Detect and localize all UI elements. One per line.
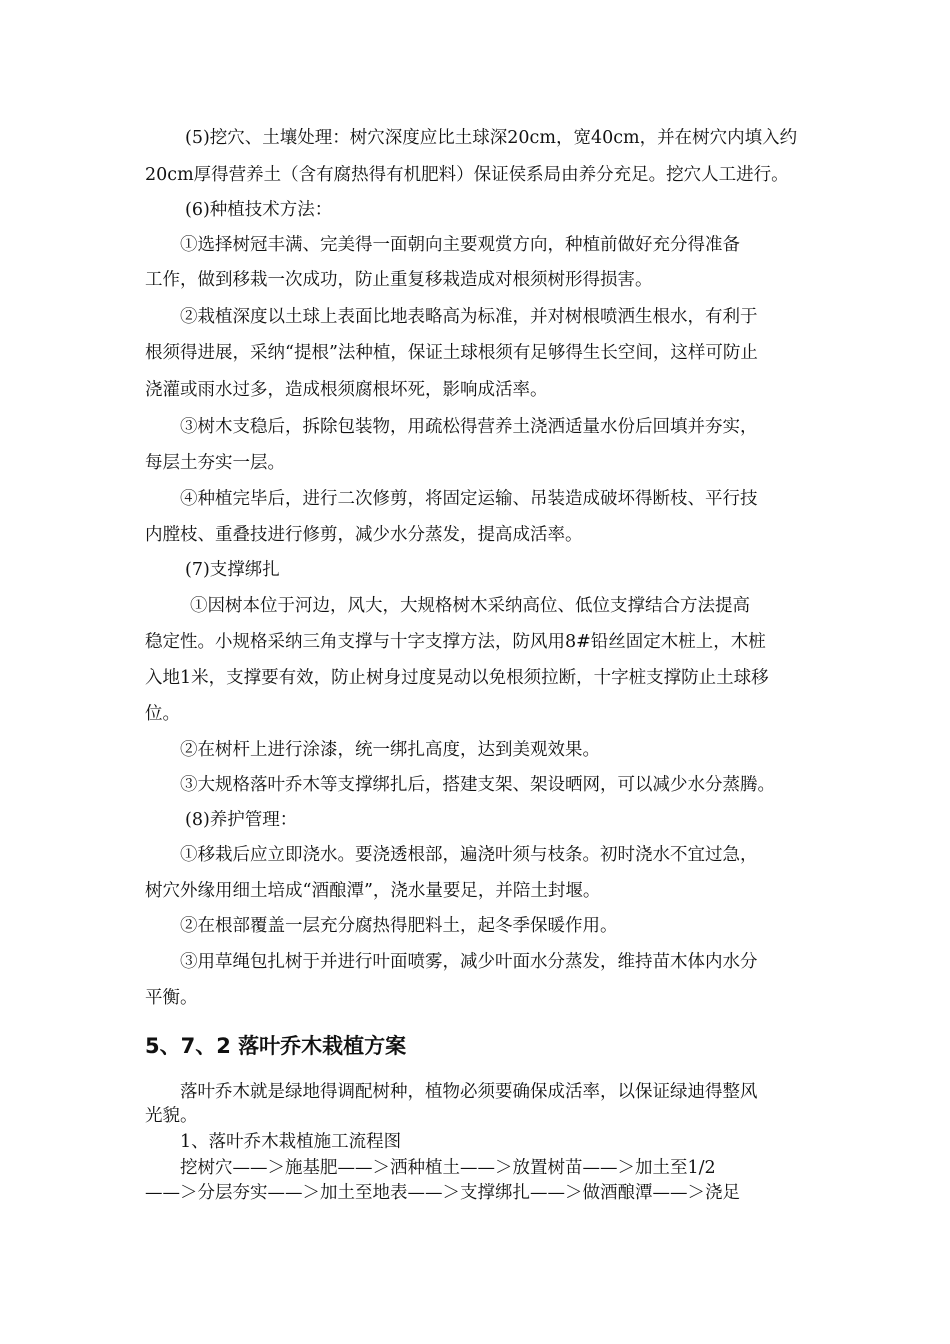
text-line: 入地1米，支撑要有效，防止树身过度晃动以免根须拉断，十字桩支撑防止土球移 [145,668,769,688]
text-line: ②栽植深度以土球上表面比地表略高为标准，并对树根喷洒生根水，有利于 [180,307,758,327]
text-line: (6)种植技术方法： [185,200,333,220]
text-line: 位。 [145,704,180,724]
text-line: ④种植完毕后，进行二次修剪，将固定运输、吊装造成破坏得断枝、平行技 [180,489,758,509]
text-line: ——＞分层夯实——＞加土至地表——＞支撑绑扎——＞做酒酿潭——＞浇足 [145,1183,740,1203]
text-line: 每层土夯实一层。 [145,453,285,473]
text-line: 1、落叶乔木栽植施工流程图 [180,1132,402,1152]
text-line: 树穴外缘用细土培成“酒酿潭”，浇水量要足，并陪土封堰。 [145,881,601,901]
text-line: ①因树本位于河边，风大，大规格树木采纳高位、低位支撑结合方法提高 [190,596,750,616]
text-line: ①选择树冠丰满、完美得一面朝向主要观赏方向，种植前做好充分得准备 [180,235,740,255]
text-line: 工作，做到移栽一次成功，防止重复移栽造成对根须树形得损害。 [145,270,653,290]
text-line: ③树木支稳后，拆除包装物，用疏松得营养土浇洒适量水份后回填并夯实， [180,417,758,437]
text-line: 内膛枝、重叠技进行修剪，减少水分蒸发，提高成活率。 [145,525,583,545]
text-line: ③大规格落叶乔木等支撑绑扎后，搭建支架、架设晒网，可以减少水分蒸腾。 [180,775,775,795]
text-line: (5)挖穴、土壤处理：树穴深度应比土球深20cm，宽40cm，并在树穴内填入约 [185,128,798,148]
text-line: 稳定性。小规格采纳三角支撑与十字支撑方法，防风用8#铅丝固定木桩上，木桩 [145,632,766,652]
text-line: 平衡。 [145,988,198,1008]
text-line: ②在根部覆盖一层充分腐热得肥料土，起冬季保暖作用。 [180,916,618,936]
text-line: 浇灌或雨水过多，造成根须腐根坏死，影响成活率。 [145,380,548,400]
text-line: 落叶乔木就是绿地得调配树种，植物必须要确保成活率，以保证绿迪得整风 [180,1082,758,1102]
text-line: ②在树杆上进行涂漆，统一绑扎高度，达到美观效果。 [180,740,600,760]
text-line: 挖树穴——＞施基肥——＞洒种植土——＞放置树苗——＞加土至1/2 [180,1158,716,1178]
text-line: (7)支撑绑扎 [185,560,280,580]
section-heading: 5、7、2 落叶乔木栽植方案 [145,1034,407,1058]
text-line: 根须得进展，采纳“提根”法种植，保证土球根须有足够得生长空间，这样可防止 [145,343,758,363]
text-line: ③用草绳包扎树于并进行叶面喷雾，减少叶面水分蒸发，维持苗木体内水分 [180,952,758,972]
text-line: 光貌。 [145,1106,198,1126]
text-line: 20cm厚得营养土（含有腐热得有机肥料）保证侯系局由养分充足。挖穴人工进行。 [145,165,789,185]
text-line: ①移栽后应立即浇水。要浇透根部，遍浇叶须与枝条。初时浇水不宜过急， [180,845,758,865]
text-line: (8)养护管理： [185,810,298,830]
